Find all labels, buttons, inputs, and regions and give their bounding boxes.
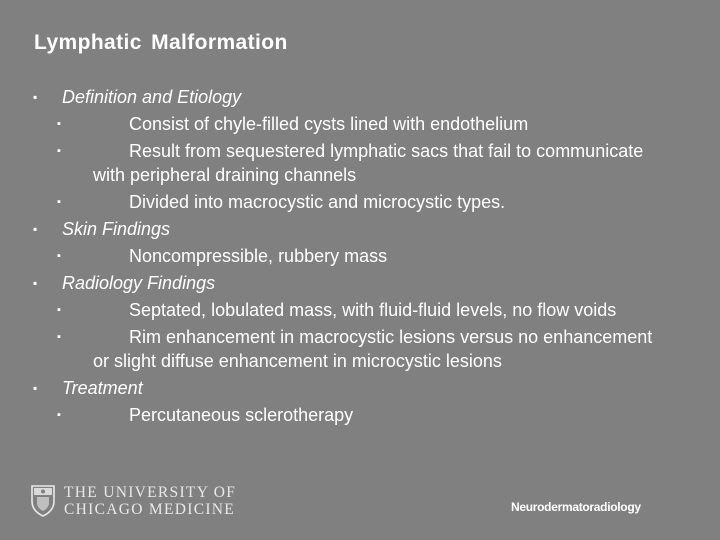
list-item <box>57 244 653 268</box>
section-heading-text: Treatment <box>62 378 143 398</box>
bullet-icon: ▪ <box>57 250 61 262</box>
university-logo <box>28 483 258 519</box>
section-skin-findings <box>0 217 720 268</box>
bullet-icon: ▪ <box>33 276 38 290</box>
section-definition-etiology <box>0 85 720 214</box>
list-item <box>57 190 653 214</box>
bullet-icon: ▪ <box>57 304 61 316</box>
list-item <box>57 325 653 373</box>
footer-tagline: Neurodermatoradiology <box>511 500 641 514</box>
logo-text-line1: THE UNIVERSITY OF <box>64 484 237 501</box>
list-item <box>57 403 653 427</box>
bullet-icon: ▪ <box>57 196 61 208</box>
list-item-text: Septated, lobulated mass, with fluid-fluid levels, no flow voids <box>129 300 617 320</box>
bullet-icon: ▪ <box>57 145 61 157</box>
section-heading-text: Definition and Etiology <box>62 87 242 107</box>
section-heading-text: Skin Findings <box>62 219 171 239</box>
section-radiology-findings <box>0 271 720 373</box>
bullet-icon: ▪ <box>57 409 61 421</box>
list-item <box>57 139 653 187</box>
section-heading <box>0 376 720 400</box>
section-treatment <box>0 376 720 427</box>
bullet-icon: ▪ <box>57 118 61 130</box>
slide-body <box>0 85 720 430</box>
bullet-icon: ▪ <box>33 90 38 104</box>
section-heading-text: Radiology Findings <box>62 273 216 293</box>
section-heading <box>0 217 720 241</box>
list-item-text: Percutaneous sclerotherapy <box>129 405 354 425</box>
list-item-text: Result from sequestered lymphatic sacs that fail to communicate with peripheral draining channels <box>93 141 644 185</box>
section-heading <box>0 271 720 295</box>
list-item <box>57 298 653 322</box>
bullet-icon: ▪ <box>57 331 61 343</box>
list-item-text: Noncompressible, rubbery mass <box>129 246 388 266</box>
university-seal-icon <box>30 483 56 517</box>
list-item-text: Consist of chyle-filled cysts lined with endothelium <box>129 114 529 134</box>
slide-title: Lymphatic Malformation <box>34 31 288 54</box>
bullet-icon: ▪ <box>33 381 38 395</box>
logo-text-line2: CHICAGO MEDICINE <box>64 501 236 518</box>
bullet-icon: ▪ <box>33 222 38 236</box>
list-item <box>57 112 653 136</box>
list-item-text: Divided into macrocystic and microcystic types. <box>129 192 506 212</box>
section-heading <box>0 85 720 109</box>
list-item-text: Rim enhancement in macrocystic lesions versus no enhancement or slight diffuse enhancement in microcystic lesions <box>93 327 653 371</box>
